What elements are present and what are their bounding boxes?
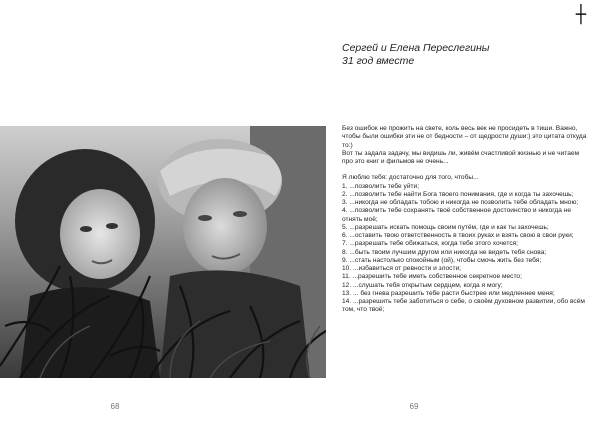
list-item: 13. ... без гнева разрешить тебе расти быстрее или медленнее меня; [342,289,555,297]
list-item: 7. ...разрешать тебе обижаться, когда тебе этого хочется; [342,240,519,248]
list-intro: Я люблю тебя: достаточно для того, чтобы... [342,174,479,182]
intro-paragraph-1: Без ошибок не прожить на свете, коль весь век не просидеть в тиши. Важно, чтобы были ошибки эти не от бедности – от щедрости души:) это цитата откуда то:) [342,125,587,149]
subtitle: 31 год вместе [342,55,415,67]
crop-mark-icon: ┼ [575,5,586,25]
list-item: 14. ...разрешить тебе заботиться о себе, о своём духовном развитии, обо всём том, что твоё; [342,298,585,314]
list-item: 10. ...избавиться от ревности и злости; [342,265,461,272]
list-item: 2. ...позволить тебе найти Бога твоего понимания, где и когда ты захочешь; [342,190,574,198]
list-item: 9. ...стать настолько спокойным (ой), чтобы смочь жить без тебя; [342,256,542,264]
page-number-right: 69 [409,402,419,411]
title-block [342,42,582,68]
page-number-left: 68 [110,402,120,411]
list-item: 3. ...никогда не обладать тобою и никогда не позволить тебе обладать мною; [342,199,579,206]
couple-photo [0,126,326,378]
list-item: 1. ...позволить тебе уйти; [342,182,420,190]
love-list [342,183,590,315]
authors-title: Сергей и Елена Переслегины [342,42,490,54]
list-item: 11. ...разрешить тебе иметь собственное секретное место; [342,273,522,281]
intro-paragraph-2: Вот ты задала задачу, мы видишь ли, живём счастливой жизнью и не читаем про это книг и фильмов не очень... [342,149,580,165]
list-item: 6. ...оставить твою ответственность в твоих руках и взять свою в свои руки; [342,232,574,239]
list-item: 5. ...разрешать искать помощь своим путём, где и как ты захочешь; [342,223,549,231]
photo-image [0,126,326,378]
list-item: 4. ...позволить тебе сохранять твоё собственное достоинство и никогда не отнять моё; [342,207,572,223]
list-item: 8. ...быть твоим лучшим другом или никогда не видеть тебя снова; [342,248,547,256]
body-text [342,125,590,315]
list-item: 12. ...слушать тебя открытым сердцем, когда я могу; [342,281,503,289]
